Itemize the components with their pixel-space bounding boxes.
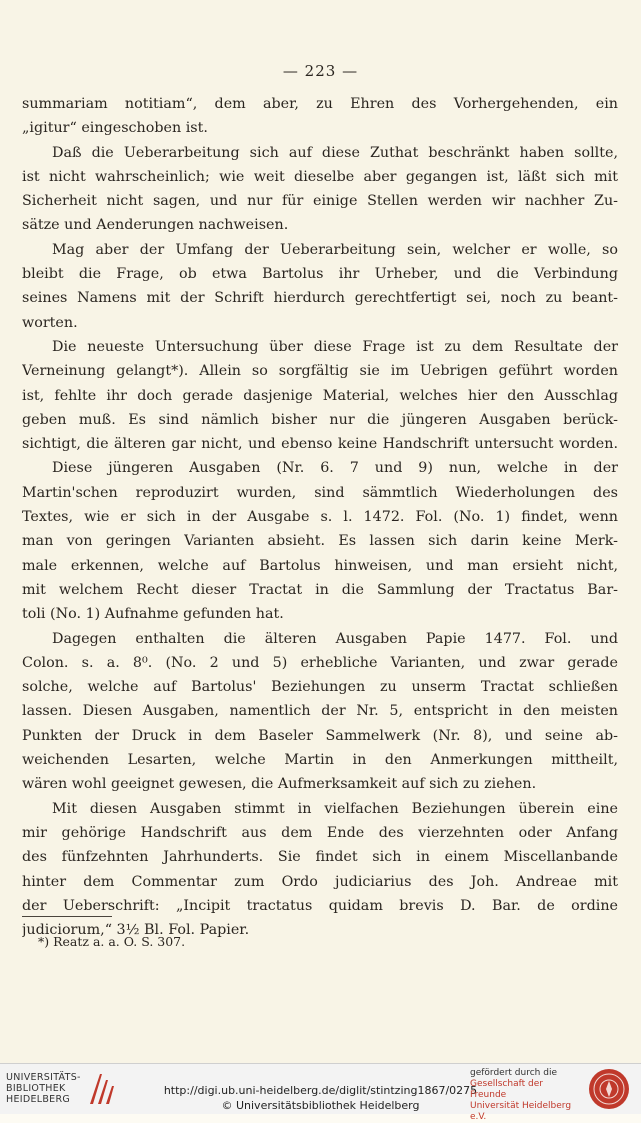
text-line: mit welchem Recht dieser Tractat in die Sammlung der Tractatus Bar- — [22, 581, 618, 598]
text-line: judiciorum,“ 3½ Bl. Fol. Papier. — [22, 922, 250, 939]
permalink-url[interactable]: http://digi.ub.uni-heidelberg.de/diglit/stintzing1867/0275 — [163, 1084, 478, 1097]
sponsor-org-line: Gesellschaft der Freunde — [470, 1079, 543, 1100]
text-line: toli (No. 1) Aufnahme gefunden hat. — [22, 606, 284, 623]
text-line: ist nicht wahrscheinlich; wie weit dieselbe aber gegangen ist, läßt sich mit — [22, 168, 618, 185]
university-name-line: BIBLIOTHEK — [6, 1083, 66, 1094]
text-line: weichenden Lesarten, welche Martin in den Anmerkungen mittheilt, — [22, 752, 618, 769]
copyright-notice: © Universitätsbibliothek Heidelberg — [221, 1099, 420, 1112]
text-line: worten. — [22, 314, 78, 331]
text-line: Mag aber der Umfang der Ueberarbeitung sein, welcher er wolle, so — [52, 241, 618, 258]
text-line: wären wohl geeignet gewesen, die Aufmerksamkeit auf sich zu ziehen. — [22, 776, 537, 793]
sponsor-intro: gefördert durch die — [470, 1068, 557, 1078]
text-line: seines Namens mit der Schrift hierdurch gerechtfertigt sei, noch zu beant- — [22, 290, 618, 307]
page-number: — 223 — — [282, 62, 359, 80]
text-line: Verneinung gelangt*). Allein so sorgfältig sie im Uebrigen geführt worden — [22, 363, 618, 380]
university-seal-icon — [588, 1068, 630, 1110]
text-line: man von geringen Varianten absieht. Es lassen sich darin keine Merk- — [22, 533, 618, 550]
text-line: Daß die Ueberarbeitung sich auf diese Zuthat beschränkt haben sollte, — [52, 144, 618, 161]
text-line: solche, welche auf Bartolus' Beziehungen zu unserm Tractat schließen — [22, 679, 618, 696]
sponsor-org-line: Universität Heidelberg e.V. — [470, 1101, 572, 1122]
text-line: Sicherheit nicht sagen, und nur für einige Stellen werden wir nachher Zu- — [22, 193, 618, 210]
text-line: Martin'schen reproduzirt wurden, sind sämmtlich Wiederholungen des — [22, 484, 618, 501]
text-line: Colon. s. a. 8⁰. (No. 2 und 5) erhebliche Varianten, und zwar gerade — [22, 654, 618, 671]
text-line: Mit diesen Ausgaben stimmt in vielfachen Beziehungen überein eine — [52, 800, 618, 817]
text-line: bleibt die Frage, ob etwa Bartolus ihr Urheber, und die Verbindung — [22, 266, 618, 283]
text-line: hinter dem Commentar zum Ordo judiciarius des Joh. Andreae mit — [22, 873, 618, 890]
text-line: ist, fehlte ihr doch gerade dasjenige Material, welches hier den Ausschlag — [22, 387, 618, 404]
university-name-line: HEIDELBERG — [6, 1094, 71, 1105]
library-footer — [0, 1063, 641, 1122]
footnote-divider — [22, 916, 112, 917]
text-line: summariam notitiam“, dem aber, zu Ehren des Vorhergehenden, ein — [22, 96, 618, 112]
text-line: Diese jüngeren Ausgaben (Nr. 6. 7 und 9) nun, welche in der — [52, 460, 618, 477]
body-text — [22, 92, 618, 942]
text-line: male erkennen, welche auf Bartolus hinweisen, und man ersieht nicht, — [22, 557, 618, 574]
text-line: der Ueberschrift: „Incipit tractatus quidam brevis D. Bar. de ordine — [22, 897, 618, 914]
text-line: sichtigt, die älteren gar nicht, und ebenso keine Handschrift untersucht worden. — [22, 436, 618, 453]
text-line: lassen. Diesen Ausgaben, namentlich der Nr. 5, entspricht in den meisten — [22, 703, 618, 720]
text-line: „igitur“ eingeschoben ist. — [22, 120, 208, 137]
text-line: mir gehörige Handschrift aus dem Ende des vierzehnten oder Anfang — [22, 824, 618, 841]
text-line: Textes, wie er sich in der Ausgabe s. l. 1472. Fol. (No. 1) findet, wenn — [22, 509, 618, 526]
text-line: Dagegen enthalten die älteren Ausgaben Papie 1477. Fol. und — [52, 630, 618, 647]
text-line: Die neueste Untersuchung über diese Frage ist zu dem Resultate der — [52, 338, 618, 355]
text-line: des fünfzehnten Jahrhunderts. Sie findet sich in einem Miscellanbande — [22, 849, 618, 866]
university-name-line: UNIVERSITÄTS- — [6, 1072, 81, 1083]
sponsor-note — [470, 1068, 580, 1123]
text-line: Punkten der Druck in dem Baseler Sammelwerk (Nr. 8), und seine ab- — [22, 727, 618, 744]
text-line: sätze und Aenderungen nachweisen. — [22, 217, 289, 234]
footnote: *) Reatz a. a. O. S. 307. — [38, 934, 186, 949]
text-line: geben muß. Es sind nämlich bisher nur die jüngeren Ausgaben berück- — [22, 411, 618, 428]
